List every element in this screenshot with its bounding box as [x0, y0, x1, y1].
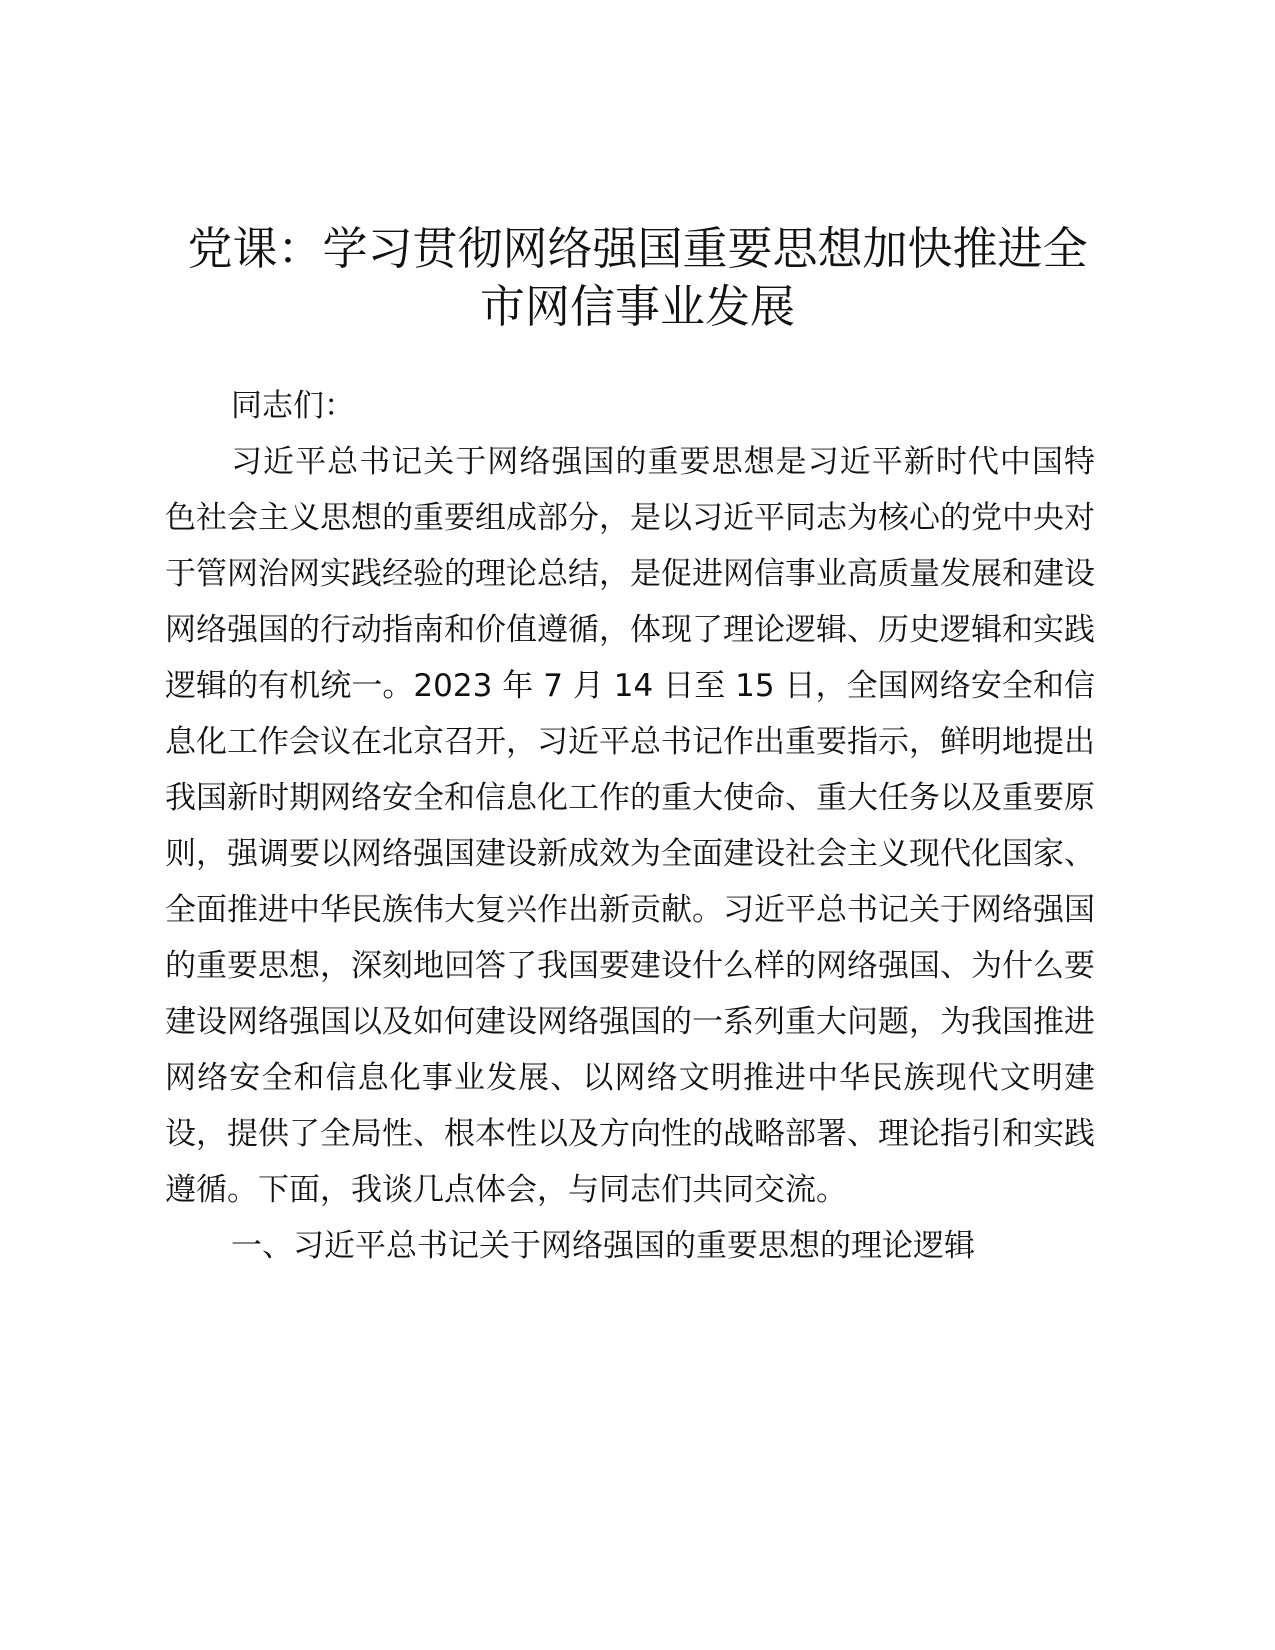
title-line-2: 市网信事业发展 — [479, 280, 795, 333]
document-title — [150, 220, 1125, 336]
section-heading: 一、习近平总书记关于网络强国的重要思想的理论逻辑 — [231, 1228, 975, 1264]
title-line-1: 党课：学习贯彻网络强国重要思想加快推进全 — [187, 222, 1088, 275]
body-paragraph: 习近平总书记关于网络强国的重要思想是习近平新时代中国特色社会主义思想的重要组成部分，是以习近平同志为核心的党中央对于管网治网实践经验的理论总结，是促进网信事业高质量发展和建设网络强国的行动指南和价值遵循，体现了理论逻辑、历史逻辑和实践逻辑的有机统一。2023 年 7 月 14 日至 15 日，全国网络安全和信息化工作会议在北京召开，习近平总书记作出重要指示，鲜明地提出我国新时期网络安全和信息化工作的重大使命、重大任务以及重要原则，强调要以网络强国建设新成效为全面建设社会主义现代化国家、全面推进中华民族伟大复兴作出新贡献。习近平总书记关于网络强国的重要思想，深刻地回答了我国要建设什么样的网络强国、为什么要建设网络强国以及如何建设网络强国的一系列重大问题，为我国推进网络安全和信息化事业发展、以网络文明推进中华民族现代文明建设，提供了全局性、根本性以及方向性的战略部署、理论指引和实践遵循。下面，我谈几点体会，与同志们共同交流。 — [165, 444, 1095, 1208]
salutation: 同志们： — [231, 388, 355, 424]
document-body — [165, 378, 1095, 1274]
